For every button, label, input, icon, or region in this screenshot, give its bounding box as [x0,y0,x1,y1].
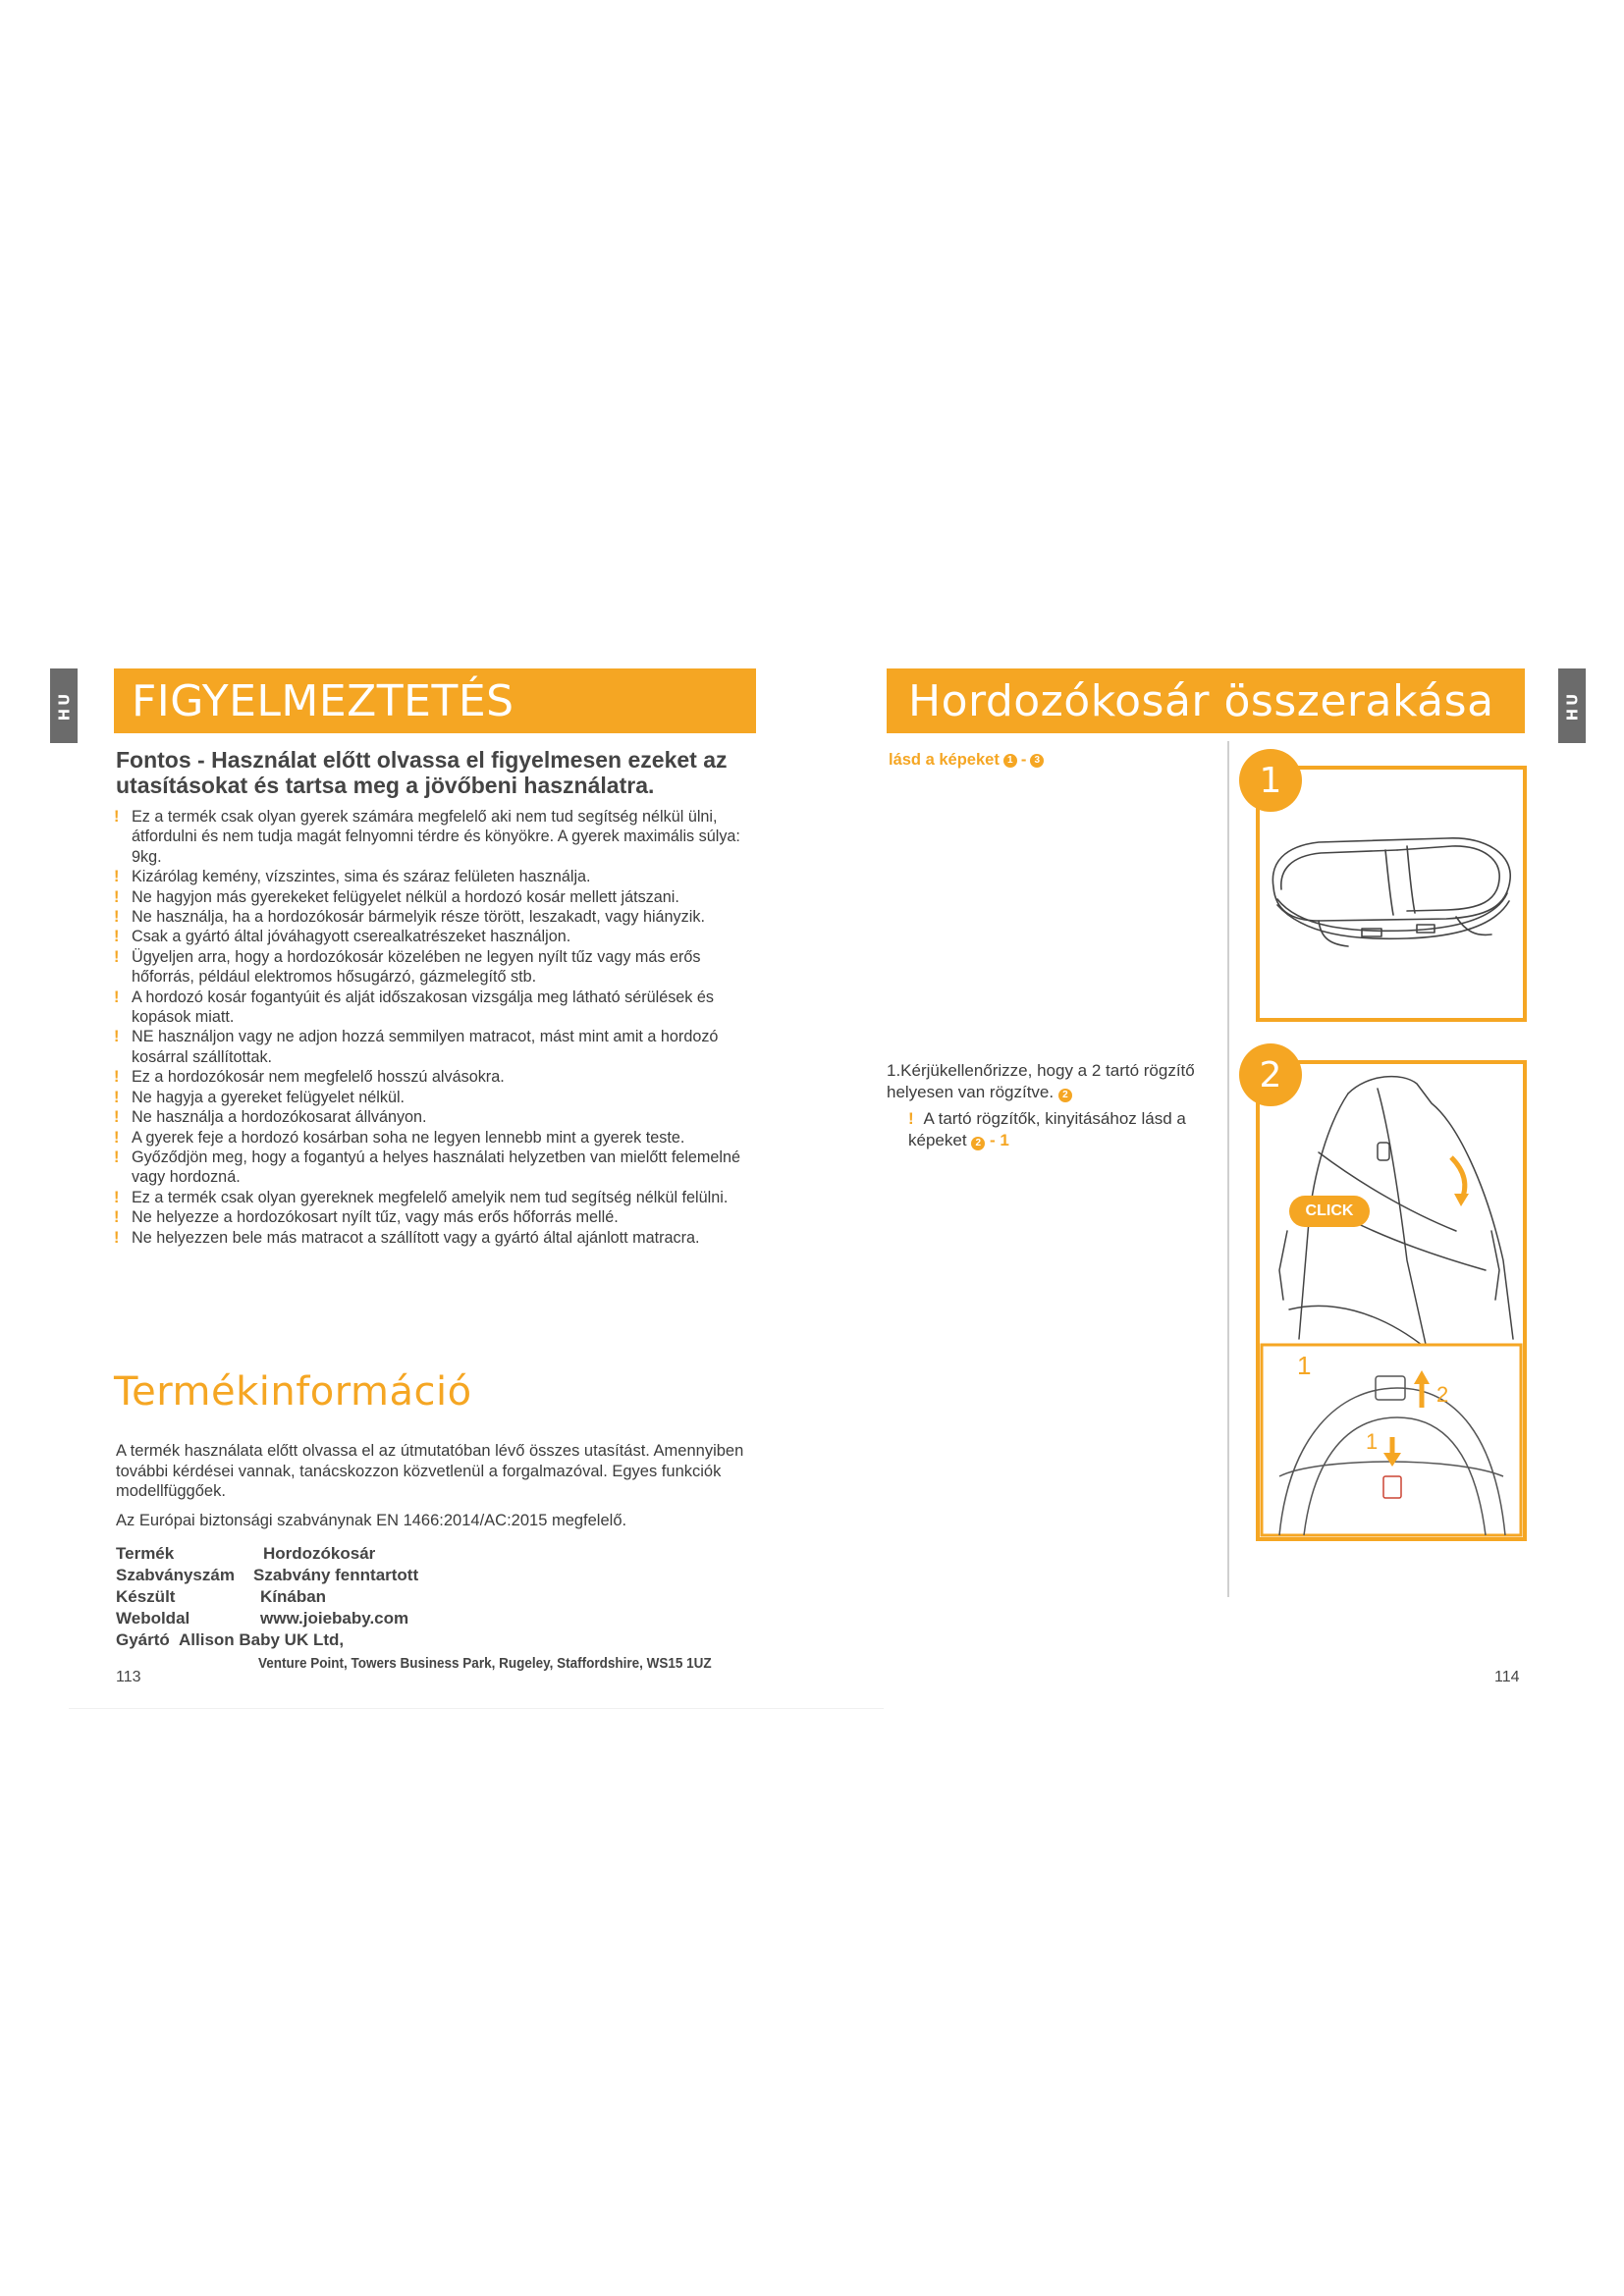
warning-item [114,1088,762,1107]
warning-item [114,1128,762,1148]
warning-text: Győződjön meg, hogy a fogantyú a helyes használati helyzetben van mielőtt felemelné vagy hordozná. [132,1148,741,1187]
see-images-reference [889,751,1044,770]
warning-bullet: ! [114,1108,120,1127]
warning-bullet: ! [114,1208,120,1227]
warning-bullet: ! [114,908,120,927]
step-1-note [908,1108,1213,1151]
product-info-key: Készült [116,1587,176,1606]
warning-text: NE használjon vagy ne adjon hozzá semmilyen matracot, mást mint amit a hordozó kosárral szállítottak. [132,1028,719,1066]
footer-divider [69,1708,884,1709]
product-info-value: www.joiebaby.com [260,1609,409,1628]
figure-1-number: 1 [1259,760,1282,801]
warning-bullet: ! [114,1088,120,1106]
product-info-row [116,1543,418,1565]
inset-label-1: 1 [1297,1351,1312,1380]
warning-text: Ügyeljen arra, hogy a hordozókosár közelében ne legyen nyílt tűz vagy más erős hőforrás, például elektromos hősugárzó, gázmelegítő stb. [132,947,701,987]
warning-bullet: ! [114,887,120,906]
see-images-label: lásd a képeket [889,751,1000,769]
warning-text: A hordozó kosár fogantyúit és alját időszakosan vizsgálja meg látható sérülések és kopások miatt. [132,988,714,1027]
note-suffix: - 1 [990,1131,1009,1149]
product-info-value: Szabvány fenntartott [253,1566,419,1584]
warning-bullet: ! [114,1068,120,1087]
note-text: A tartó rögzítők, kinyitásához lásd a képeket [908,1109,1186,1149]
click-callout [1289,1196,1370,1227]
warning-item [114,907,762,927]
warning-item [114,988,762,1028]
language-tab-label: HU [55,690,74,721]
product-info-table [116,1543,418,1651]
warning-text: A gyerek feje a hordozó kosárban soha ne legyen lennebb mint a gyerek teste. [132,1128,685,1147]
warning-bullet: ! [114,947,120,966]
figure-2-number: 2 [1259,1054,1282,1095]
warning-banner [114,668,756,733]
manufacturer-address: Venture Point, Towers Business Park, Rugeley, Staffordshire, WS15 1UZ [258,1655,712,1672]
product-info-paragraph: A termék használata előtt olvassa el az útmutatóban lévő összes utasítást. Amennyiben további kérdései vannak, tanácskozzon közvetlenül a forgalmazóval. Egyes funkciók modellfüggőek. [116,1442,744,1500]
warning-item [114,1228,762,1248]
inset-arrow-label: 1 [1366,1429,1379,1454]
warning-text: Ez a hordozókosár nem megfelelő hosszú alvásokra. [132,1068,505,1087]
column-divider [1227,741,1229,1597]
handle-latch-illustration [1260,1064,1523,1537]
warning-item [114,1027,762,1067]
product-info-row [116,1586,418,1608]
warning-item [114,1148,762,1188]
product-info-key: Termék [116,1544,175,1563]
warning-text: Kizárólag kemény, vízszintes, sima és száraz felületen használja. [132,868,591,886]
warning-item [114,887,762,907]
carrycot-illustration [1260,770,1523,1018]
warning-text: Ez a termék csak olyan gyerek számára megfelelő aki nem tud segítség nélkül ülni, átfordulni és nem tudja magát felnyomni térdre és könyökre. A gyerek maximális súlya: 9kg. [132,808,740,866]
warning-bullet: ! [114,928,120,946]
figure-1-badge [1239,749,1302,812]
warning-title: FIGYELMEZTETÉS [132,675,514,726]
warning-item [114,947,762,988]
product-info-key: Szabványszám [116,1566,235,1584]
language-tab-label: HU [1563,690,1582,721]
page-number-left: 113 [116,1669,141,1685]
warning-text: Ez a termék csak olyan gyereknek megfelelő amelyik nem tud segítség nélkül felülni. [132,1188,729,1206]
product-info-value: Kínában [260,1587,327,1606]
see-images-dash: - [1020,751,1027,769]
step-1-text [887,1060,1211,1103]
click-label: CLICK [1305,1202,1354,1219]
warning-bullet: ! [114,808,120,826]
step-1-instruction: 1.Kérjükellenőrizze, hogy a 2 tartó rögzítő helyesen van rögzítve. [887,1061,1195,1101]
warning-text: Csak a gyártó által jóváhagyott cserealkatrészeket használjon. [132,928,571,946]
warning-bullet: ! [114,1228,120,1247]
figure-2-frame [1256,1060,1527,1541]
warning-bullet: ! [114,1188,120,1206]
language-tab-left [50,668,78,743]
warning-item [114,807,762,867]
warning-item [114,1207,762,1227]
standard-statement: Az Európai biztonsági szabványnak EN 1466:2014/AC:2015 megfelelő. [116,1512,627,1529]
warning-text: Ne használja a hordozókosarat állványon. [132,1108,427,1127]
warning-bullet: ! [114,988,120,1006]
warning-text: Ne hagyja a gyereket felügyelet nélkül. [132,1088,406,1106]
warning-item [114,1188,762,1207]
product-info-value: Allison Baby UK Ltd, [179,1630,345,1649]
image-ref-badge: 3 [1030,754,1044,768]
image-ref-badge: 2 [1058,1089,1072,1102]
warning-list [114,807,762,1248]
warning-bullet: ! [114,868,120,886]
warning-text: Ne helyezze a hordozókosart nyílt tűz, vagy más erős hőforrás mellé. [132,1208,619,1227]
warning-text: Ne helyezzen bele más matracot a szállított vagy a gyártó által ajánlott matracra. [132,1228,700,1247]
warning-bullet: ! [114,1028,120,1046]
product-info-row [116,1629,418,1651]
figure-2-badge [1239,1043,1302,1106]
warning-bullet: ! [114,1148,120,1166]
image-ref-badge: 1 [1003,754,1017,768]
figure-1-frame [1256,766,1527,1022]
warning-text: Ne hagyjon más gyerekeket felügyelet nélkül a hordozó kosár mellett játszani. [132,887,679,906]
warning-item [114,1067,762,1087]
product-info-value: Hordozókosár [263,1544,376,1563]
lead-paragraph: Fontos - Használat előtt olvassa el figyelmesen ezeket az utasításokat és tartsa meg a jövőbeni használatra. [116,747,728,798]
inset-label-2: 2 [1436,1382,1449,1407]
page-number-right: 114 [1494,1669,1520,1685]
product-info-row [116,1608,418,1629]
product-info-row [116,1565,418,1586]
warning-item [114,927,762,946]
product-info-key: Gyártó [116,1630,170,1649]
warning-item [114,1107,762,1127]
image-ref-badge: 2 [971,1137,985,1150]
product-info-title: Termékinformáció [114,1369,472,1415]
assembly-title: Hordozókosár összerakása [908,675,1494,726]
language-tab-right [1558,668,1586,743]
note-bullet: ! [908,1109,914,1128]
product-info-key: Weboldal [116,1609,190,1628]
warning-bullet: ! [114,1128,120,1147]
assembly-banner [887,668,1525,733]
warning-text: Ne használja, ha a hordozókosár bármelyik része törött, leszakadt, vagy hiányzik. [132,908,705,927]
warning-item [114,867,762,886]
